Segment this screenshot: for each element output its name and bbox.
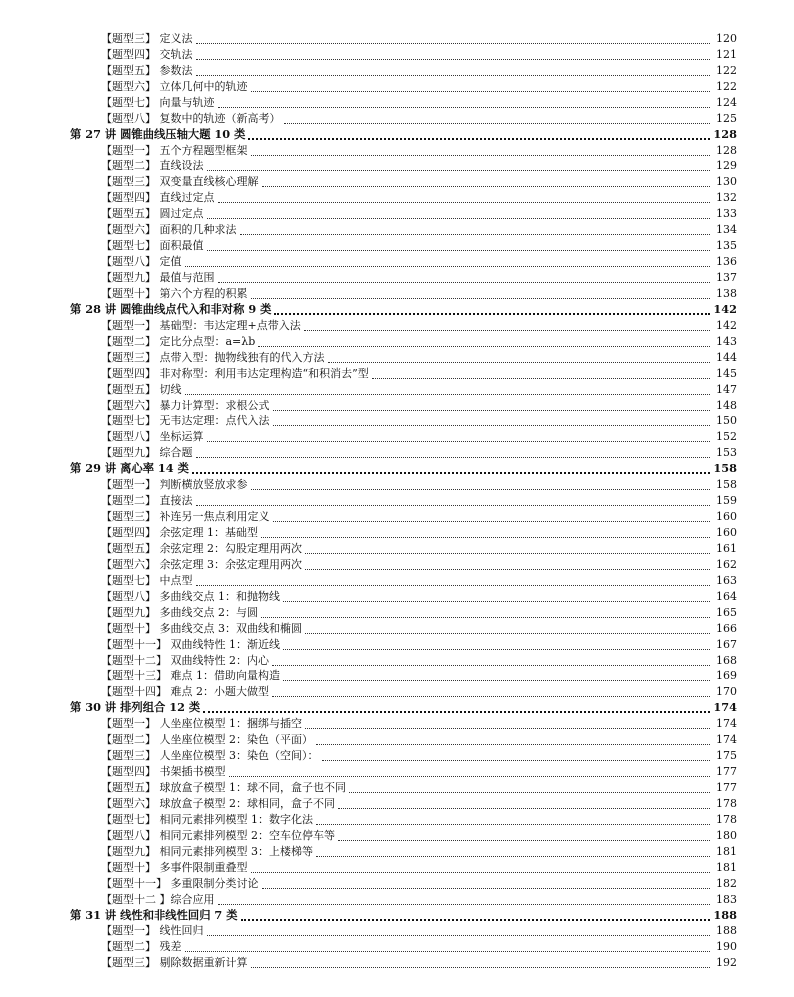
entry-title: 【题型八】 定值	[101, 255, 182, 269]
entry-title: 【题型七】 相同元素排列模型 1：数字化法	[101, 812, 313, 826]
entry-title: 【题型四】 直线过定点	[101, 191, 215, 205]
page-number: 134	[716, 223, 737, 237]
chapter-title: 第 27 讲 圆锥曲线压轴大题 10 类	[70, 126, 246, 141]
entry-title: 【题型十】 第六个方程的积累	[101, 286, 248, 300]
dot-leader	[218, 903, 711, 905]
toc-entry-row[interactable]	[0, 95, 794, 111]
entry-title: 【题型七】 向量与轨迹	[101, 95, 215, 109]
entry-title: 【题型四】 书架插书模型	[101, 765, 226, 779]
page-number: 135	[716, 239, 737, 253]
toc-entry-row[interactable]	[0, 605, 794, 621]
toc-entry-row[interactable]	[0, 445, 794, 461]
toc-entry-row[interactable]	[0, 812, 794, 828]
dot-leader	[322, 759, 711, 761]
entry-title: 【题型一】 判断横放竖放求参	[101, 478, 248, 492]
entry-title: 【题型一】 五个方程题型框架	[101, 143, 248, 157]
toc-entry-row[interactable]	[0, 79, 794, 95]
entry-title: 【题型九】 综合题	[101, 446, 193, 460]
dot-leader	[304, 329, 710, 331]
dot-leader	[196, 74, 711, 76]
entry-title: 【题型二】 直线设法	[101, 159, 204, 173]
page-number: 138	[716, 286, 737, 300]
page-number: 121	[716, 47, 737, 61]
page-number: 174	[716, 717, 737, 731]
dot-leader	[251, 90, 711, 92]
entry-title: 【题型三】 剔除数据重新计算	[101, 956, 248, 970]
page-number: 178	[716, 796, 737, 810]
page-number: 160	[716, 526, 737, 540]
dot-leader	[207, 169, 711, 171]
toc-entry-row[interactable]	[0, 860, 794, 876]
toc-entry-row[interactable]	[0, 716, 794, 732]
page-number: 164	[716, 589, 737, 603]
page-number: 142	[716, 318, 737, 332]
toc-entry-row[interactable]	[0, 334, 794, 350]
dot-leader	[192, 471, 710, 474]
toc-entry-row[interactable]	[0, 876, 794, 892]
dot-leader	[207, 934, 711, 936]
dot-leader	[372, 377, 710, 379]
dot-leader	[207, 440, 711, 442]
toc-entry-row[interactable]	[0, 350, 794, 366]
toc-entry-row[interactable]	[0, 143, 794, 159]
dot-leader	[273, 424, 711, 426]
chapter-title: 第 28 讲 圆锥曲线点代入和非对称 9 类	[70, 301, 272, 316]
toc-entry-row[interactable]	[0, 366, 794, 382]
dot-leader	[251, 966, 711, 968]
page-number: 152	[716, 430, 737, 444]
page-number: 174	[716, 733, 737, 747]
dot-leader	[251, 154, 711, 156]
page-number: 192	[716, 956, 737, 970]
page-number: 145	[716, 366, 737, 380]
dot-leader	[305, 568, 710, 570]
page-number: 160	[716, 510, 737, 524]
toc-entry-row[interactable]	[0, 828, 794, 844]
dot-leader	[258, 345, 710, 347]
entry-title: 【题型八】 多曲线交点 1：和抛物线	[101, 589, 280, 603]
dot-leader	[316, 855, 710, 857]
dot-leader	[261, 536, 710, 538]
page-number: 183	[716, 892, 737, 906]
page-number: 133	[716, 207, 737, 221]
page-number: 137	[716, 271, 737, 285]
toc-entry-row[interactable]	[0, 637, 794, 653]
toc-entry-row[interactable]	[0, 541, 794, 557]
page-number: 159	[716, 494, 737, 508]
entry-title: 【题型十一】 多重限制分类讨论	[101, 876, 259, 890]
chapter-title: 第 30 讲 排列组合 12 类	[70, 700, 201, 715]
entry-title: 【题型二】 直接法	[101, 494, 193, 508]
page-number: 175	[716, 749, 737, 763]
dot-leader	[218, 281, 711, 283]
toc-entry-row[interactable]	[0, 525, 794, 541]
toc-entry-row[interactable]	[0, 477, 794, 493]
page-number: 144	[716, 350, 737, 364]
entry-title: 【题型九】 多曲线交点 2：与圆	[101, 605, 258, 619]
toc-entry-row[interactable]	[0, 111, 794, 127]
page-number: 122	[716, 79, 737, 93]
toc-entry-row[interactable]	[0, 669, 794, 685]
dot-leader	[338, 839, 710, 841]
toc-entry-row[interactable]	[0, 31, 794, 47]
chapter-title: 第 31 讲 线性和非线性回归 7 类	[70, 907, 238, 922]
dot-leader	[196, 58, 711, 60]
toc-chapter-row[interactable]	[0, 302, 794, 318]
dot-leader	[251, 871, 711, 873]
entry-title: 【题型二】 残差	[101, 940, 182, 954]
page-number: 122	[716, 63, 737, 77]
dot-leader	[251, 488, 711, 490]
toc-entry-row[interactable]	[0, 238, 794, 254]
dot-leader	[185, 265, 711, 267]
dot-leader	[196, 504, 711, 506]
toc-entry-row[interactable]	[0, 190, 794, 206]
toc-entry-row[interactable]	[0, 892, 794, 908]
chapter-title: 第 29 讲 离心率 14 类	[70, 461, 189, 476]
toc-entry-row[interactable]	[0, 764, 794, 780]
dot-leader	[185, 393, 711, 395]
entry-title: 【题型九】 相同元素排列模型 3：上楼梯等	[101, 844, 313, 858]
entry-title: 【题型六】 面积的几种求法	[101, 223, 237, 237]
toc-chapter-row[interactable]	[0, 700, 794, 716]
entry-title: 【题型七】 无韦达定理：点代入法	[101, 414, 270, 428]
dot-leader	[241, 918, 710, 921]
page-number: 132	[716, 191, 737, 205]
toc-entry-row[interactable]	[0, 222, 794, 238]
page-number: 165	[716, 605, 737, 619]
toc-entry-row[interactable]	[0, 286, 794, 302]
dot-leader	[218, 106, 711, 108]
toc-entry-row[interactable]	[0, 159, 794, 175]
entry-title: 【题型五】 切线	[101, 382, 182, 396]
page-number: 177	[716, 781, 737, 795]
dot-leader	[283, 648, 710, 650]
toc-entry-row[interactable]	[0, 844, 794, 860]
toc-entry-row[interactable]	[0, 573, 794, 589]
dot-leader	[218, 201, 711, 203]
entry-title: 【题型六】 球放盒子模型 2：球相同，盒子不同	[101, 796, 335, 810]
toc-entry-row[interactable]	[0, 414, 794, 430]
entry-title: 【题型四】 交轨法	[101, 47, 193, 61]
dot-leader	[207, 217, 711, 219]
dot-leader	[273, 520, 711, 522]
page-number: 181	[716, 860, 737, 874]
toc-entry-row[interactable]	[0, 254, 794, 270]
entry-title: 【题型一】 人坐座位模型 1：捆绑与插空	[101, 717, 302, 731]
entry-title: 【题型九】 最值与范围	[101, 271, 215, 285]
dot-leader	[283, 679, 710, 681]
page-number: 168	[716, 653, 737, 667]
dot-leader	[273, 409, 711, 411]
dot-leader	[274, 312, 710, 315]
toc-entry-row[interactable]	[0, 621, 794, 637]
page-number: 169	[716, 669, 737, 683]
toc-entry-row[interactable]	[0, 270, 794, 286]
entry-title: 【题型十】 多曲线交点 3：双曲线和椭圆	[101, 621, 302, 635]
page-number: 158	[713, 461, 737, 476]
entry-title: 【题型十】 多事件限制重叠型	[101, 860, 248, 874]
dot-leader	[349, 791, 710, 793]
page-number: 143	[716, 334, 737, 348]
page-number: 178	[716, 812, 737, 826]
page-number: 177	[716, 765, 737, 779]
page-number: 188	[716, 924, 737, 938]
page-number: 190	[716, 940, 737, 954]
entry-title: 【题型三】 双变量直线核心理解	[101, 175, 259, 189]
dot-leader	[328, 361, 711, 363]
entry-title: 【题型一】 线性回归	[101, 924, 204, 938]
dot-leader	[240, 233, 711, 235]
page-number: 125	[716, 111, 737, 125]
page-number: 180	[716, 828, 737, 842]
entry-title: 【题型三】 补连另一焦点利用定义	[101, 510, 270, 524]
dot-leader	[203, 710, 710, 713]
entry-title: 【题型二】 人坐座位模型 2：染色（平面）	[101, 733, 313, 747]
entry-title: 【题型六】 暴力计算型：求根公式	[101, 398, 270, 412]
page-number: 150	[716, 414, 737, 428]
page-number: 188	[713, 907, 737, 922]
dot-leader	[305, 632, 710, 634]
toc-entry-row[interactable]	[0, 796, 794, 812]
entry-title: 【题型四】 非对称型：利用韦达定理构造“和积消去”型	[101, 366, 369, 380]
entry-title: 【题型五】 圆过定点	[101, 207, 204, 221]
page-number: 129	[716, 159, 737, 173]
dot-leader	[284, 122, 711, 124]
entry-title: 【题型十三】 难点 1：借助向量构造	[101, 669, 280, 683]
page-number: 124	[716, 95, 737, 109]
dot-leader	[229, 775, 711, 777]
entry-title: 【题型十四】 难点 2：小题大做型	[101, 685, 269, 699]
entry-title: 【题型二】 定比分点型：a=λb	[101, 334, 256, 348]
page-number: 130	[716, 175, 737, 189]
entry-title: 【题型一】 基础型：韦达定理+点带入法	[101, 318, 301, 332]
page-number: 182	[716, 876, 737, 890]
entry-title: 【题型五】 球放盒子模型 1：球不同，盒子也不同	[101, 781, 346, 795]
entry-title: 【题型三】 人坐座位模型 3：染色（空间）：	[101, 749, 319, 763]
toc-entry-row[interactable]	[0, 924, 794, 940]
entry-title: 【题型三】 定义法	[101, 31, 193, 45]
dot-leader	[305, 552, 710, 554]
toc-entry-row[interactable]	[0, 398, 794, 414]
entry-title: 【题型十二 】综合应用	[101, 892, 215, 906]
dot-leader	[338, 807, 710, 809]
toc-chapter-row[interactable]	[0, 908, 794, 924]
entry-title: 【题型八】 相同元素排列模型 2：空车位停车等	[101, 828, 335, 842]
page-number: 161	[716, 541, 737, 555]
toc-entry-row[interactable]	[0, 318, 794, 334]
entry-title: 【题型三】 点带入型：抛物线独有的代入方法	[101, 350, 325, 364]
entry-title: 【题型四】 余弦定理 1：基础型	[101, 526, 258, 540]
toc-entry-row[interactable]	[0, 382, 794, 398]
page-number: 136	[716, 255, 737, 269]
dot-leader	[261, 616, 710, 618]
page-number: 167	[716, 637, 737, 651]
entry-title: 【题型五】 余弦定理 2：勾股定理用两次	[101, 541, 302, 555]
page-number: 162	[716, 557, 737, 571]
toc-entry-row[interactable]	[0, 732, 794, 748]
dot-leader	[248, 137, 710, 140]
page-number: 148	[716, 398, 737, 412]
toc-entry-row[interactable]	[0, 63, 794, 79]
toc-chapter-row[interactable]	[0, 127, 794, 143]
entry-title: 【题型五】 参数法	[101, 63, 193, 77]
toc-entry-row[interactable]	[0, 684, 794, 700]
toc-entry-row[interactable]	[0, 955, 794, 971]
entry-title: 【题型七】 面积最值	[101, 239, 204, 253]
page-number: 147	[716, 382, 737, 396]
page-number: 181	[716, 844, 737, 858]
toc-chapter-row[interactable]	[0, 461, 794, 477]
toc-entry-row[interactable]	[0, 748, 794, 764]
dot-leader	[251, 297, 711, 299]
toc-entry-row[interactable]	[0, 429, 794, 445]
entry-title: 【题型八】 复数中的轨迹（新高考）	[101, 111, 281, 125]
dot-leader	[196, 584, 711, 586]
entry-title: 【题型十一】 双曲线特性 1：渐近线	[101, 637, 280, 651]
dot-leader	[272, 695, 710, 697]
toc-entry-row[interactable]	[0, 509, 794, 525]
toc-entry-row[interactable]	[0, 206, 794, 222]
dot-leader	[196, 456, 711, 458]
dot-leader	[305, 727, 710, 729]
toc-entry-row[interactable]	[0, 780, 794, 796]
toc-entry-row[interactable]	[0, 174, 794, 190]
page-number: 153	[716, 446, 737, 460]
entry-title: 【题型十二】 双曲线特性 2：内心	[101, 653, 269, 667]
dot-leader	[185, 950, 711, 952]
dot-leader	[262, 185, 711, 187]
page-number: 170	[716, 685, 737, 699]
page-number: 120	[716, 31, 737, 45]
page-number: 166	[716, 621, 737, 635]
toc-entry-row[interactable]	[0, 589, 794, 605]
toc-entry-row[interactable]	[0, 653, 794, 669]
dot-leader	[196, 42, 711, 44]
dot-leader	[262, 887, 711, 889]
entry-title: 【题型六】 余弦定理 3：余弦定理用两次	[101, 557, 302, 571]
toc-entry-row[interactable]	[0, 939, 794, 955]
toc-entry-row[interactable]	[0, 47, 794, 63]
entry-title: 【题型六】 立体几何中的轨迹	[101, 79, 248, 93]
entry-title: 【题型七】 中点型	[101, 573, 193, 587]
toc-entry-row[interactable]	[0, 557, 794, 573]
toc-entry-row[interactable]	[0, 493, 794, 509]
page-number: 163	[716, 573, 737, 587]
page-number: 128	[713, 126, 737, 141]
page-number: 128	[716, 143, 737, 157]
page-number: 158	[716, 478, 737, 492]
page-number: 174	[713, 700, 737, 715]
entry-title: 【题型八】 坐标运算	[101, 430, 204, 444]
dot-leader	[283, 600, 710, 602]
dot-leader	[207, 249, 711, 251]
dot-leader	[316, 743, 710, 745]
dot-leader	[272, 664, 710, 666]
page-number: 142	[713, 301, 737, 316]
dot-leader	[316, 823, 710, 825]
